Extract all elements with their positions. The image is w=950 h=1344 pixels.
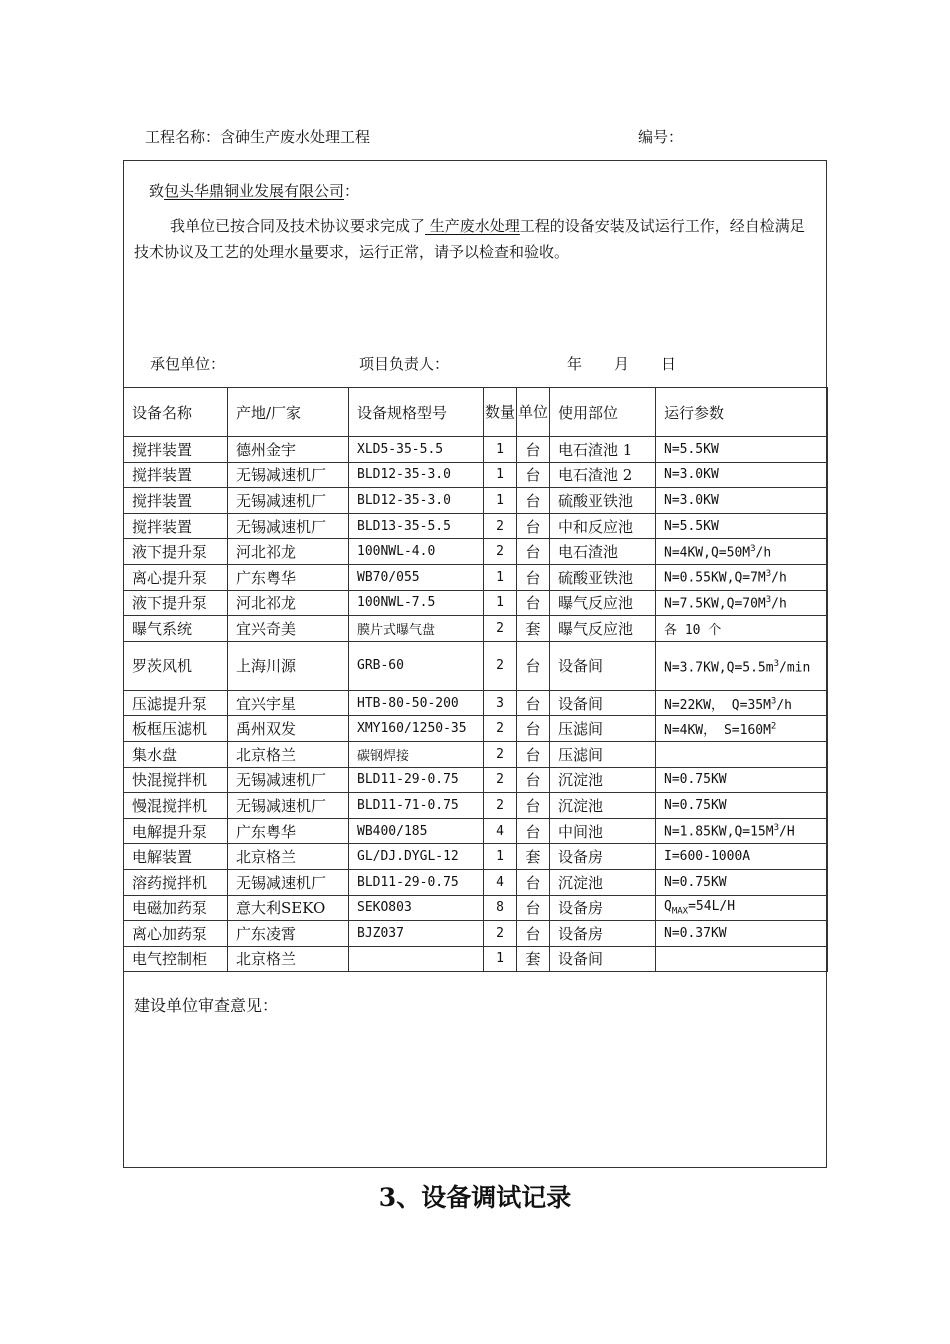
cell-model: WB70/055 (349, 564, 484, 590)
cell-unit: 台 (517, 921, 550, 947)
cell-quantity: 2 (484, 616, 517, 642)
cell-model: BJZ037 (349, 921, 484, 947)
cell-origin: 禹州双发 (228, 716, 349, 742)
cell-unit: 台 (517, 895, 550, 921)
addressee (149, 180, 359, 201)
cell-quantity: 1 (484, 946, 517, 972)
cell-unit: 台 (517, 818, 550, 844)
cell-parameters: $N=0.55KW,Q=7M^3/h$ (656, 564, 828, 590)
cell-quantity: 2 (484, 793, 517, 819)
cell-parameters: N=0.37KW (656, 921, 828, 947)
cell-equipment-name: 电气控制柜 (124, 946, 228, 972)
cell-location: 沉淀池 (550, 767, 656, 793)
cell-location: 设备房 (550, 921, 656, 947)
cell-model: BLD13-35-5.5 (349, 513, 484, 539)
cell-equipment-name: 慢混搅拌机 (124, 793, 228, 819)
project-name: 工程名称：含砷生产废水处理工程 (145, 128, 371, 146)
cell-model: WB400/185 (349, 818, 484, 844)
cell-model: BLD11-29-0.75 (349, 869, 484, 895)
table-row (124, 641, 828, 690)
cell-model: BLD11-71-0.75 (349, 793, 484, 819)
cell-unit: 台 (517, 590, 550, 616)
cell-location: 中和反应池 (550, 513, 656, 539)
date-label (567, 353, 676, 374)
table-row (124, 895, 828, 921)
table-row (124, 590, 828, 616)
table-header-row (124, 388, 828, 437)
cell-quantity: 2 (484, 921, 517, 947)
letter-body (134, 213, 816, 265)
letter-body-end: 工程的设备安装及试运行工作，经自检满足技术协议及工艺的处理水量要求，运行正常，请予以检查和验收。 (134, 217, 805, 261)
header-quantity: 数量 (484, 388, 517, 437)
cell-equipment-name: 电解提升泵 (124, 818, 228, 844)
cell-origin: 广东凌霄 (228, 921, 349, 947)
cell-unit: 台 (517, 767, 550, 793)
cell-origin: 北京格兰 (228, 946, 349, 972)
cell-unit: 台 (517, 690, 550, 716)
cell-equipment-name: 板框压滤机 (124, 716, 228, 742)
cell-location: 压滤间 (550, 741, 656, 767)
cell-model: XLD5-35-5.5 (349, 437, 484, 463)
cell-location: 曝气反应池 (550, 590, 656, 616)
cell-unit: 套 (517, 844, 550, 870)
cell-origin: 上海川源 (228, 641, 349, 690)
table-row (124, 462, 828, 488)
cell-parameters: $N=7.5KW,Q=70M^3/h$ (656, 590, 828, 616)
cell-location: 电石渣池 2 (550, 462, 656, 488)
table-row (124, 437, 828, 463)
table-row (124, 564, 828, 590)
cell-unit: 台 (517, 564, 550, 590)
cell-origin: 宜兴宇星 (228, 690, 349, 716)
cell-parameters: I=600-1000A (656, 844, 828, 870)
equipment-table (123, 387, 828, 972)
table-row (124, 488, 828, 514)
cell-origin: 无锡减速机厂 (228, 793, 349, 819)
cell-origin: 无锡减速机厂 (228, 767, 349, 793)
cell-parameters: N=5.5KW (656, 513, 828, 539)
letter-body-project: 生产废水处理 (425, 217, 520, 235)
cell-parameters: N=22KW， $Q=35M^3/h$ (656, 690, 828, 716)
cell-parameters: N=3.0KW (656, 462, 828, 488)
cell-model (349, 946, 484, 972)
cell-equipment-name: 搅拌装置 (124, 513, 228, 539)
cell-origin: 河北祁龙 (228, 590, 349, 616)
cell-location: 中间池 (550, 818, 656, 844)
cell-equipment-name: 液下提升泵 (124, 539, 228, 565)
cell-quantity: 1 (484, 437, 517, 463)
cell-model: 100NWL-7.5 (349, 590, 484, 616)
cell-equipment-name: 集水盘 (124, 741, 228, 767)
cell-location: 压滤间 (550, 716, 656, 742)
date-month: 月 (614, 355, 630, 373)
table-row (124, 818, 828, 844)
cell-equipment-name: 电解装置 (124, 844, 228, 870)
cell-model: 100NWL-4.0 (349, 539, 484, 565)
cell-origin: 北京格兰 (228, 741, 349, 767)
cell-unit: 台 (517, 488, 550, 514)
cell-unit: 台 (517, 513, 550, 539)
cell-unit: 台 (517, 437, 550, 463)
cell-model: GRB-60 (349, 641, 484, 690)
cell-parameters: $N=4KW,Q=50M^3/h$ (656, 539, 828, 565)
cell-quantity: 1 (484, 844, 517, 870)
cell-equipment-name: 离心加药泵 (124, 921, 228, 947)
cell-parameters: $N=3.7KW,Q=5.5m^3/\min$ (656, 641, 828, 690)
header-unit: 单位 (517, 388, 550, 437)
table-row (124, 921, 828, 947)
cell-location: 硫酸亚铁池 (550, 564, 656, 590)
cell-location: 设备间 (550, 946, 656, 972)
cell-quantity: 4 (484, 818, 517, 844)
addressee-prefix: 致 (149, 182, 165, 200)
acceptance-form (123, 160, 827, 1168)
cell-parameters: N=4KW， $S=160M^2$ (656, 716, 828, 742)
cell-unit: 台 (517, 641, 550, 690)
cell-unit: 套 (517, 946, 550, 972)
cell-equipment-name: 搅拌装置 (124, 488, 228, 514)
addressee-company: 包头华鼎铜业发展有限公司 (164, 182, 345, 200)
cell-model: HTB-80-50-200 (349, 690, 484, 716)
cell-parameters: N=0.75KW (656, 767, 828, 793)
header-location: 使用部位 (550, 388, 656, 437)
cell-origin: 德州金宇 (228, 437, 349, 463)
table-row (124, 616, 828, 642)
cell-location: 电石渣池 1 (550, 437, 656, 463)
project-manager-label: 项目负责人： (359, 355, 450, 373)
cell-unit: 台 (517, 462, 550, 488)
table-row (124, 946, 828, 972)
cell-quantity: 3 (484, 690, 517, 716)
header-parameters: 运行参数 (656, 388, 828, 437)
cell-equipment-name: 电磁加药泵 (124, 895, 228, 921)
cell-equipment-name: 搅拌装置 (124, 462, 228, 488)
cell-equipment-name: 溶药搅拌机 (124, 869, 228, 895)
cell-quantity: 2 (484, 513, 517, 539)
table-row (124, 690, 828, 716)
cell-model: 膜片式曝气盘 (349, 616, 484, 642)
cell-parameters: $Q_{MAX}=54L/H$ (656, 895, 828, 921)
cell-unit: 台 (517, 716, 550, 742)
table-row (124, 716, 828, 742)
header-model: 设备规格型号 (349, 388, 484, 437)
section-title: 3、设备调试记录 (378, 1183, 572, 1212)
table-row (124, 767, 828, 793)
cell-equipment-name: 离心提升泵 (124, 564, 228, 590)
cell-equipment-name: 罗茨风机 (124, 641, 228, 690)
cell-origin: 北京格兰 (228, 844, 349, 870)
owner-review-label: 建设单位审查意见： (134, 996, 279, 1015)
cell-quantity: 4 (484, 869, 517, 895)
cell-model: 碳钢焊接 (349, 741, 484, 767)
cell-location: 设备房 (550, 844, 656, 870)
table-row (124, 539, 828, 565)
cell-model: BLD12-35-3.0 (349, 488, 484, 514)
cell-model: GL/DJ.DYGL-12 (349, 844, 484, 870)
cell-origin: 无锡减速机厂 (228, 869, 349, 895)
cell-location: 设备间 (550, 690, 656, 716)
cell-parameters: 各 10 个 (656, 616, 828, 642)
table-row (124, 513, 828, 539)
cell-origin: 无锡减速机厂 (228, 513, 349, 539)
cell-origin: 无锡减速机厂 (228, 462, 349, 488)
cell-location: 沉淀池 (550, 869, 656, 895)
cell-origin: 意大利SEKO (228, 895, 349, 921)
cell-location: 沉淀池 (550, 793, 656, 819)
cell-quantity: 2 (484, 641, 517, 690)
cell-quantity: 2 (484, 767, 517, 793)
cell-parameters: $N=1.85KW,Q=15M^3/H$ (656, 818, 828, 844)
cell-unit: 台 (517, 869, 550, 895)
cell-parameters (656, 741, 828, 767)
cell-location: 曝气反应池 (550, 616, 656, 642)
cell-origin: 无锡减速机厂 (228, 488, 349, 514)
cell-location: 设备间 (550, 641, 656, 690)
cell-unit: 套 (517, 616, 550, 642)
table-row (124, 869, 828, 895)
cell-location: 硫酸亚铁池 (550, 488, 656, 514)
cell-equipment-name: 压滤提升泵 (124, 690, 228, 716)
cell-parameters: N=5.5KW (656, 437, 828, 463)
cell-origin: 广东粤华 (228, 818, 349, 844)
cell-equipment-name: 液下提升泵 (124, 590, 228, 616)
cell-quantity: 1 (484, 462, 517, 488)
date-year: 年 (567, 355, 583, 373)
cell-equipment-name: 快混搅拌机 (124, 767, 228, 793)
cell-unit: 台 (517, 539, 550, 565)
cell-location: 设备房 (550, 895, 656, 921)
addressee-suffix: ： (344, 182, 360, 200)
cell-model: SEKO803 (349, 895, 484, 921)
cell-origin: 宜兴奇美 (228, 616, 349, 642)
cell-quantity: 2 (484, 716, 517, 742)
cell-quantity: 2 (484, 539, 517, 565)
equipment-rows (124, 437, 828, 972)
cell-quantity: 1 (484, 564, 517, 590)
contractor-label: 承包单位： (150, 355, 226, 373)
cell-parameters (656, 946, 828, 972)
cell-model: BLD12-35-3.0 (349, 462, 484, 488)
cell-parameters: N=3.0KW (656, 488, 828, 514)
cell-model: XMY160/1250-35 (349, 716, 484, 742)
cell-quantity: 1 (484, 590, 517, 616)
cell-model: BLD11-29-0.75 (349, 767, 484, 793)
cell-location: 电石渣池 (550, 539, 656, 565)
cell-parameters: N=0.75KW (656, 793, 828, 819)
cell-unit: 台 (517, 741, 550, 767)
table-row (124, 741, 828, 767)
cell-parameters: N=0.75KW (656, 869, 828, 895)
table-row (124, 793, 828, 819)
cell-quantity: 1 (484, 488, 517, 514)
date-day: 日 (661, 355, 677, 373)
cell-quantity: 2 (484, 741, 517, 767)
cell-equipment-name: 搅拌装置 (124, 437, 228, 463)
header-origin: 产地/厂家 (228, 388, 349, 437)
letter-body-start: 我单位已按合同及技术协议要求完成了 (170, 217, 426, 235)
document-number-label: 编号： (638, 128, 684, 146)
cell-quantity: 8 (484, 895, 517, 921)
header-equipment-name: 设备名称 (124, 388, 228, 437)
cell-origin: 河北祁龙 (228, 539, 349, 565)
cell-origin: 广东粤华 (228, 564, 349, 590)
cell-unit: 台 (517, 793, 550, 819)
table-row (124, 844, 828, 870)
cell-equipment-name: 曝气系统 (124, 616, 228, 642)
